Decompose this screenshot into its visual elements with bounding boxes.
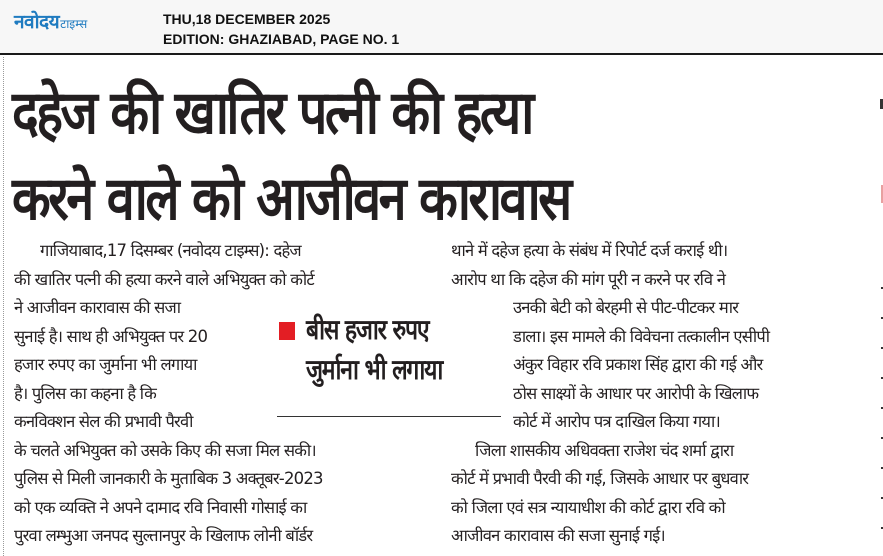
body-line: ने आजीवन कारावास की सजा [14,298,181,317]
newspaper-logo[interactable] [14,8,87,34]
article-column-right [451,237,866,551]
body-line: आरोप था कि दहेज की मांग पूरी न करने पर रवि ने [451,269,726,289]
body-line: को एक व्यक्ति ने अपने दामाद रवि निवासी गोसाई का [14,497,307,517]
body-line: डाला। इस मामले की विवेचना तत्कालीन एसीपी [513,326,770,346]
body-line: थाने में दहेज हत्या के संबंध में रिपोर्ट दर्ज कराई थी। [451,241,728,260]
body-line: जिला शासकीय अधिवक्ता राजेश चंद शर्मा द्वारा [475,440,734,460]
body-line: कनविक्शन सेल की प्रभावी पैरवी [14,412,193,431]
body-line: अंकुर विहार रवि प्रकाश सिंह द्वारा की गई और [513,355,763,374]
page-crop-edge [3,57,4,556]
body-line: कोर्ट में प्रभावी पैरवी की गई, जिसके आधार पर बुधवार [451,469,749,488]
body-line: ठोस साक्ष्यों के आधार पर आरोपी के खिलाफ [513,383,759,403]
pullquote-line-2: जुर्माना भी लगाया [306,353,443,386]
body-line: आजीवन कारावास की सजा सुनाई गई। [451,526,665,545]
body-line: सुनाई है। साथ ही अभियुक्त पर 20 [14,326,208,346]
body-line: उनकी बेटी को बेरहमी से पीट-पीटकर मार [513,298,739,317]
page-header [0,0,883,55]
pullquote-bullet-icon [279,322,295,340]
body-line: है। पुलिस का कहना है कि [14,383,156,403]
article-headline [12,70,751,242]
date-line: THU,18 DECEMBER 2025 [163,11,331,27]
logo-main-text: नवोदय [14,11,60,33]
body-line: हजार रुपए का जुर्माना भी लगाया [14,355,197,374]
headline-line-2: करने वाले को आजीवन कारावास [12,164,570,234]
body-line: की खातिर पत्नी की हत्या करने वाले अभियुक्त को कोर्ट [14,269,314,289]
edition-info [163,9,399,49]
edition-line: EDITION: GHAZIABAD, PAGE NO. 1 [163,31,400,47]
adjacent-article-edge [876,57,883,556]
logo-sub-text: टाइम्स [60,17,88,31]
body-line: के चलते अभियुक्त को उसके किए की सजा मिल सकी। [14,440,316,460]
headline-line-1: दहेज की खातिर पत्नी की हत्या [12,78,532,148]
body-line: गाजियाबाद,17 दिसम्बर (नवोदय टाइम्स): दहेज [40,241,301,260]
body-line: पुलिस से मिली जानकारी के मुताबिक 3 अक्तूबर-2023 [14,469,323,488]
body-line: पुरवा लम्भुआ जनपद सुल्तानपुर के खिलाफ लोनी बॉर्डर [14,526,313,545]
pullquote-line-1: बीस हजार रुपए [306,313,429,346]
body-line: कोर्ट में आरोप पत्र दाखिल किया गया। [513,412,720,431]
article-column-left [14,237,434,551]
body-line: को जिला एवं सत्र न्यायाधीश की कोर्ट द्वारा रवि को [451,497,725,517]
